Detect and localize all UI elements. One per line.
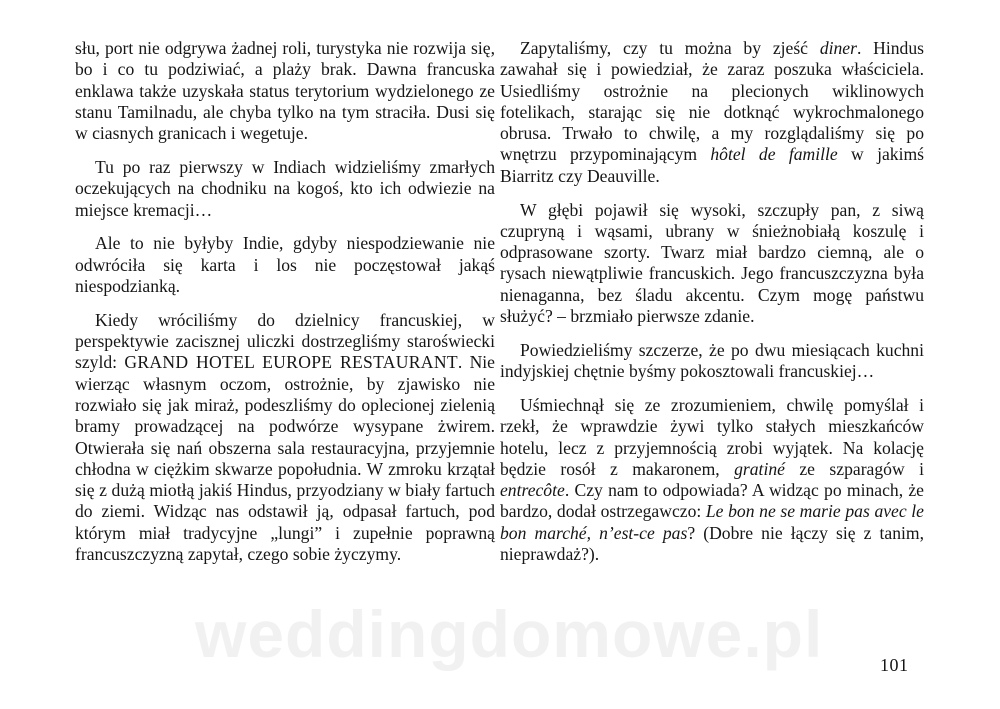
left-paragraph-2: Tu po raz pierwszy w Indiach widzieliśmy zmarłych oczekujących na chodniku na kogoś, kto ich odwiezie na miejsce kremacji… [75, 156, 495, 220]
right-p4-text-1: Uśmiechnął się ze zrozumieniem, chwilę pomyślał i rzekł, że wprawdzie żywi tylko stałych mieszkańców hotelu, lecz z przyjemnością zrobi wyjątek. Na kolację będzie rosół z makaronem, [500, 394, 924, 479]
right-p1-text-3: w jakimś Biarritz czy Deauville. [500, 144, 924, 186]
hotel-sign-text: GRAND HOTEL EUROPE RESTAURANT [124, 352, 458, 373]
left-p4-before: Kiedy wróciliśmy do dzielnicy francuskiej, w perspektywie zacisznej uliczki dostrzegliśmy staroświecki szyld: [75, 309, 495, 373]
right-p4-italic-3: Le bon ne se marie pas avec le bon marché, n’est-ce pas [500, 501, 924, 543]
page-number: 101 [880, 655, 909, 675]
right-p4-text-4: ? (Dobre nie łączy się z tanim, nieprawdaż?). [500, 522, 924, 565]
right-p4-text-3: . Czy nam to odpowiada? A widząc po minach, że bardzo, dodał ostrzegawczo: [500, 480, 924, 522]
left-column [75, 38, 495, 578]
left-paragraph-1: słu, port nie odgrywa żadnej roli, turystyka nie rozwija się, bo i co tu podziwiać, a plaży brak. Dawna francuska enklawa także uzyskała status terytorium wydzielonego ze stanu Tamilnadu, ale chyba tylko na tym straciła. Dusi się w ciasnych granicach i wegetuje. [75, 38, 495, 144]
right-p1-text-2: . Hindus zawahał się i powiedział, że zaraz poszuka właściciela. Usiedliśmy ostrożnie na plecionych wiklinowych fotelikach, starając się nie dotknąć wykrochmalonego obrusa. Trwało to chwilę, a my rozglądaliśmy się po wnętrzu przypominającym [500, 38, 924, 165]
right-p4-italic-1: gratiné [734, 458, 785, 479]
right-p1-italic-1: diner [819, 38, 857, 58]
left-p4-after: . Nie wierząc własnym oczom, ostrożnie, by zjawisko nie rozwiało się jak miraż, podeszliśmy do oplecionej zielenią bramy prowadzącej na podwórze wysypane żwirem. Otwierała się nań obszerna sala restauracyjna, przyjemnie chłodna w ciężkim skwarze popołudnia. W zmroku krzątał się z dużą miotłą jakiś Hindus, przyodziany w biały fartuch do ziemi. Widząc nas odstawił ją, odpasał fartuch, pod którym miał tradycyjne „lungi” i zupełnie poprawną francuszczyzną zapytał, czego sobie życzymy. [75, 352, 495, 565]
right-p4-italic-2: entrecôte [500, 480, 565, 501]
watermark: weddingdomowe.pl [195, 597, 824, 671]
right-paragraph-1 [500, 38, 924, 187]
right-paragraph-4 [500, 395, 924, 565]
right-column [500, 38, 924, 578]
right-p1-italic-2: hôtel de famille [710, 144, 838, 165]
right-paragraph-3: Powiedzieliśmy szczerze, że po dwu miesiącach kuchni indyjskiej chętnie byśmy pokosztowali francuskiej… [500, 339, 924, 382]
right-paragraph-2: W głębi pojawił się wysoki, szczupły pan, z siwą czupryną i wąsami, ubrany w śnieżnobiałą koszulę i odprasowane szorty. Twarz miał bardzo ciemną, ale o rysach niewątpliwie francuskich. Jego francuszczyzna była nienaganna, bez śladu akcentu. Czym mogę państwu służyć? – brzmiało pierwsze zdanie. [500, 199, 924, 327]
left-paragraph-3: Ale to nie byłyby Indie, gdyby niespodziewanie nie odwróciła się karta i los nie poczęstował jakąś niespodzianką. [75, 233, 495, 296]
right-p1-text-1: Zapytaliśmy, czy tu można by zjeść [520, 38, 820, 58]
right-p4-text-2: ze szparagów i [784, 458, 924, 479]
left-paragraph-4 [75, 310, 495, 566]
